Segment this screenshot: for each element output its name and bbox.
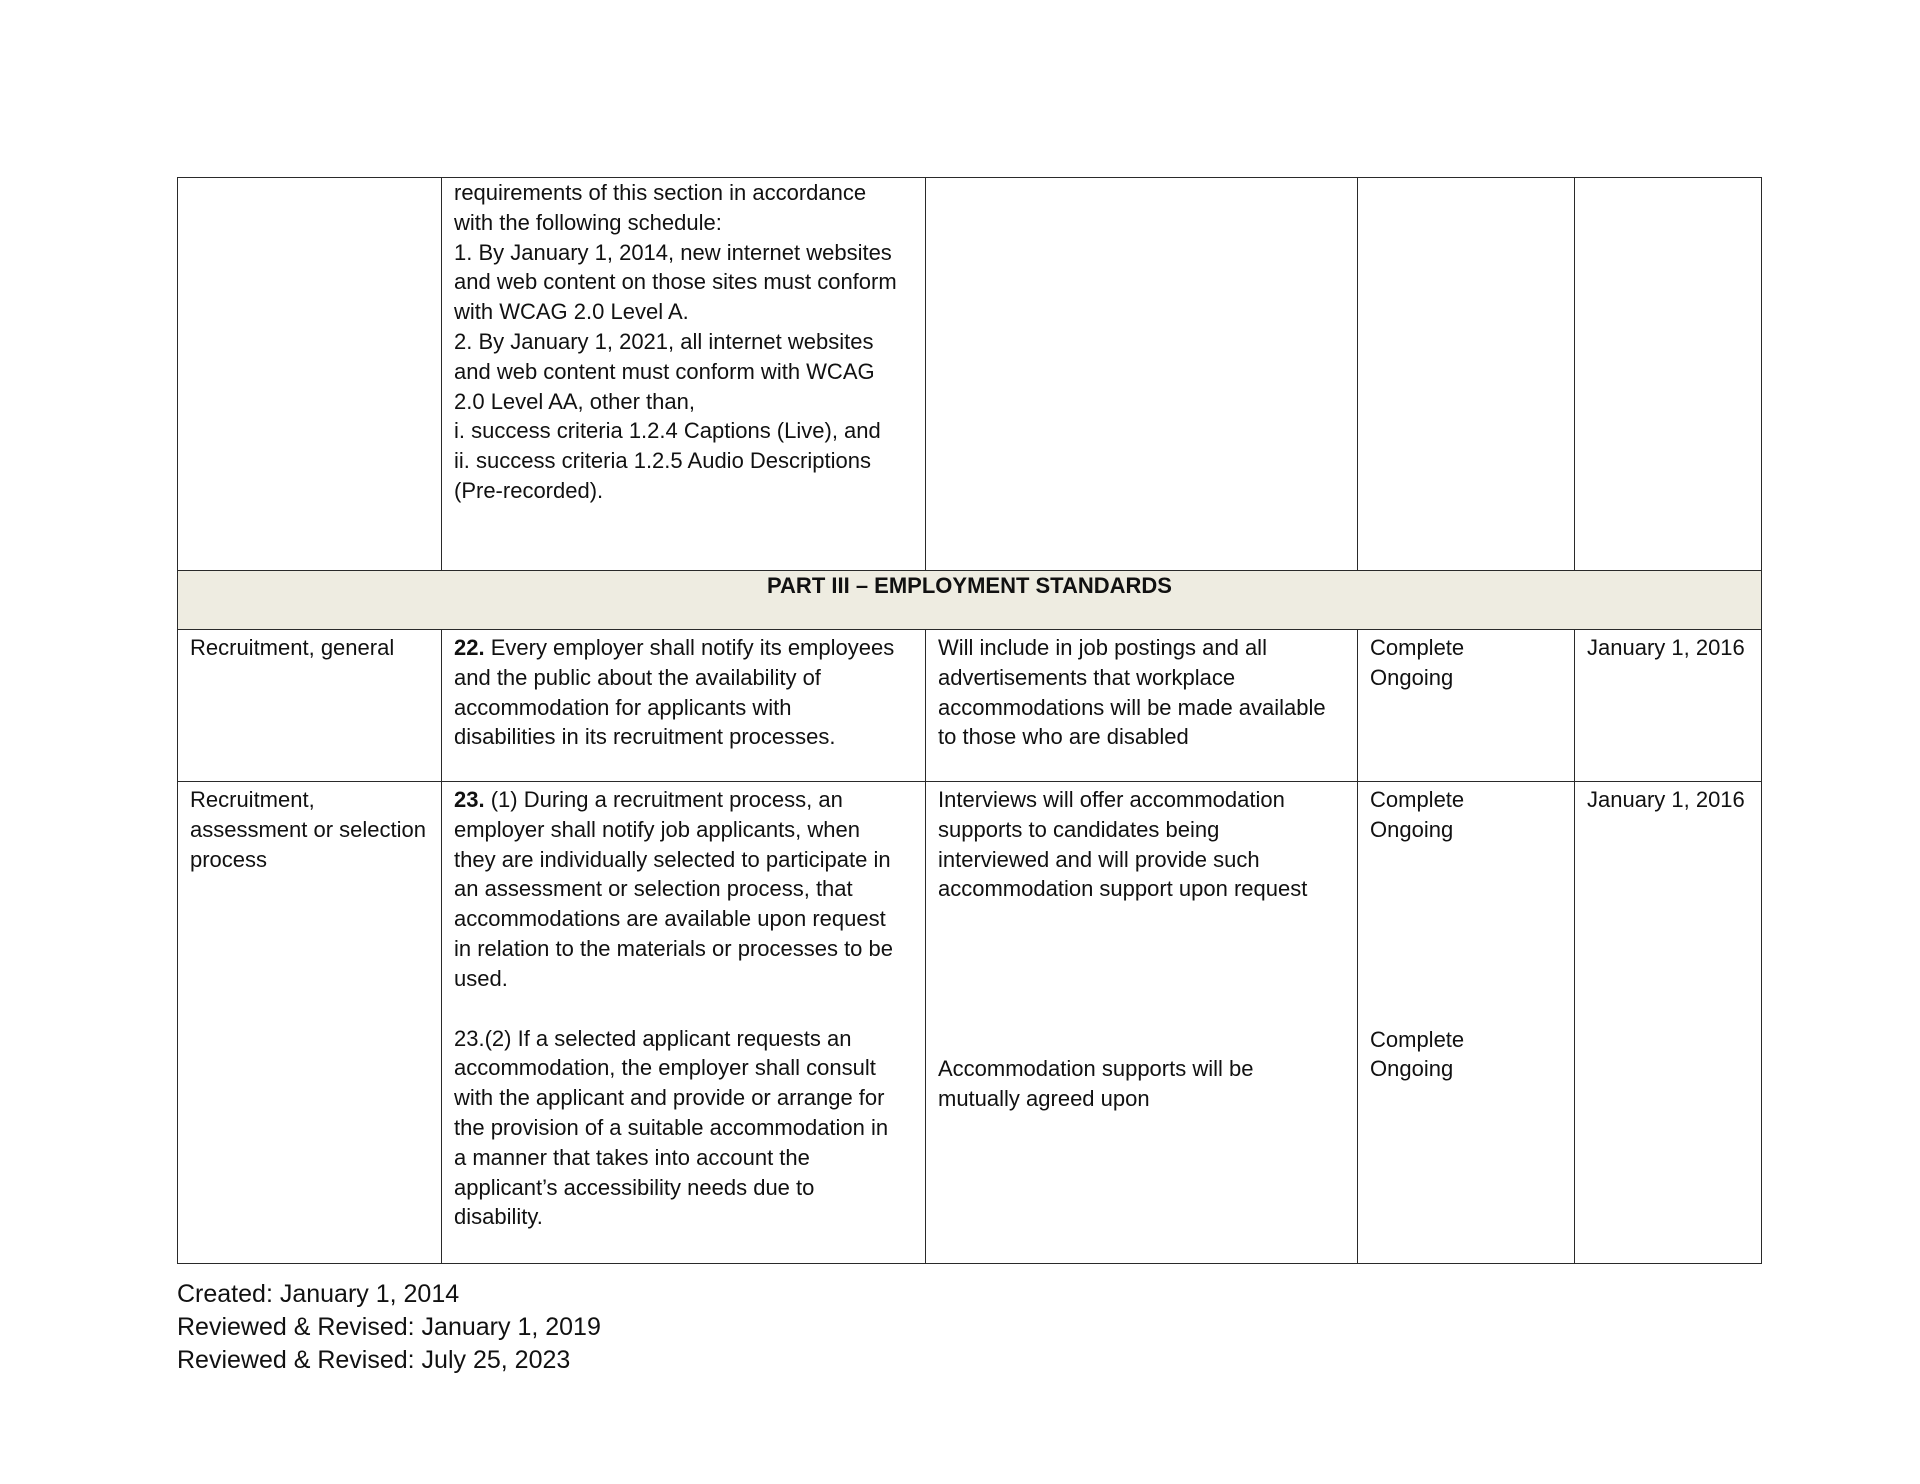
topic-cell: [178, 630, 442, 782]
action-cell: [926, 630, 1358, 782]
requirement-line: disability.: [454, 1204, 543, 1230]
action-line: interviewed and will provide such: [938, 846, 1260, 872]
status-cell: [1358, 782, 1575, 1264]
section-number: 22.: [454, 635, 485, 660]
action-line: Interviews will offer accommodation: [938, 787, 1285, 812]
status-cell: [1358, 630, 1575, 782]
action-line: supports to candidates being: [938, 816, 1220, 842]
requirement-line: in relation to the materials or processes to be: [454, 935, 894, 961]
action-cell: [926, 782, 1358, 1264]
section-number: 23.: [454, 787, 485, 812]
action-line: mutually agreed upon: [938, 1085, 1150, 1111]
revised-date: Reviewed & Revised: July 25, 2023: [177, 1346, 571, 1374]
requirement-line: employer shall notify job applicants, when: [454, 816, 861, 842]
action-line: Accommodation supports will be: [938, 1056, 1254, 1082]
requirement-line: 2.0 Level AA, other than,: [454, 388, 695, 414]
requirement-line: accommodation for applicants with: [454, 694, 792, 720]
requirement-cell: [442, 178, 926, 571]
date-cell: [1575, 782, 1762, 1264]
requirement-line: and the public about the availability of: [454, 664, 821, 690]
accessibility-plan-table: [177, 177, 1762, 1264]
status-line: Ongoing: [1370, 1056, 1454, 1082]
requirement-line: with WCAG 2.0 Level A.: [454, 299, 689, 325]
requirement-line: accommodation, the employer shall consult: [454, 1055, 876, 1081]
table-row: [178, 630, 1762, 782]
requirement-line: requirements of this section in accordance: [454, 180, 867, 205]
table-row: [178, 782, 1762, 1264]
action-line: advertisements that workplace: [938, 664, 1236, 690]
requirement-line: used.: [454, 965, 508, 991]
document-footer: [177, 1278, 601, 1377]
requirement-line: disabilities in its recruitment processes.: [454, 724, 836, 750]
topic-text: Recruitment, general: [190, 635, 395, 660]
requirement-line: with the applicant and provide or arrange for: [454, 1085, 885, 1111]
status-line: Complete: [1370, 635, 1465, 660]
status-cell: [1358, 178, 1575, 571]
section-header: PART III – EMPLOYMENT STANDARDS: [178, 571, 1762, 630]
status-line: Ongoing: [1370, 816, 1454, 842]
requirement-line: and web content must conform with WCAG: [454, 358, 875, 384]
requirement-line: 1. By January 1, 2014, new internet websites: [454, 239, 892, 265]
requirement-line: ii. success criteria 1.2.5 Audio Descriptions: [454, 448, 871, 474]
requirement-text: (1) During a recruitment process, an: [484, 787, 843, 812]
date-cell: [1575, 630, 1762, 782]
requirement-line: the provision of a suitable accommodation in: [454, 1114, 889, 1140]
status-line: Complete: [1370, 787, 1465, 812]
status-line: Complete: [1370, 1026, 1465, 1052]
revised-date: Reviewed & Revised: January 1, 2019: [177, 1313, 601, 1341]
topic-line: process: [190, 846, 268, 872]
paragraph-gap: [938, 904, 1345, 1054]
requirement-line: an assessment or selection process, that: [454, 876, 853, 902]
requirement-text: Every employer shall notify its employees: [484, 635, 895, 660]
requirement-line: they are individually selected to participate in: [454, 846, 891, 872]
requirement-line: accommodations are available upon request: [454, 906, 886, 932]
requirement-line: 2. By January 1, 2021, all internet websites: [454, 328, 874, 354]
action-line: Will include in job postings and all: [938, 635, 1267, 660]
table-row: [178, 178, 1762, 571]
requirement-line: (Pre-recorded).: [454, 477, 604, 503]
paragraph-gap: [1370, 845, 1562, 1025]
action-cell: [926, 178, 1358, 571]
requirement-line: applicant’s accessibility needs due to: [454, 1174, 815, 1200]
date-cell: [1575, 178, 1762, 571]
action-line: accommodations will be made available: [938, 694, 1326, 720]
date-text: January 1, 2016: [1587, 635, 1745, 660]
requirement-line: a manner that takes into account the: [454, 1144, 810, 1170]
topic-cell: [178, 178, 442, 571]
requirement-cell: [442, 630, 926, 782]
requirement-line: i. success criteria 1.2.4 Captions (Live), and: [454, 418, 881, 444]
created-date: Created: January 1, 2014: [177, 1280, 460, 1308]
requirement-cell: [442, 782, 926, 1264]
requirement-line: [454, 633, 913, 663]
action-line: accommodation support upon request: [938, 876, 1308, 902]
topic-line: assessment or selection: [190, 816, 426, 842]
topic-line: Recruitment,: [190, 787, 315, 812]
date-text: January 1, 2016: [1587, 787, 1745, 812]
action-line: to those who are disabled: [938, 724, 1189, 750]
requirement-line: with the following schedule:: [454, 209, 722, 235]
status-line: Ongoing: [1370, 664, 1454, 690]
requirement-line: [454, 785, 913, 815]
requirement-line: 23.(2) If a selected applicant requests an: [454, 1025, 852, 1051]
requirement-line: and web content on those sites must conform: [454, 269, 897, 295]
paragraph-gap: [454, 994, 913, 1024]
section-header-row: [178, 571, 1762, 630]
topic-cell: [178, 782, 442, 1264]
